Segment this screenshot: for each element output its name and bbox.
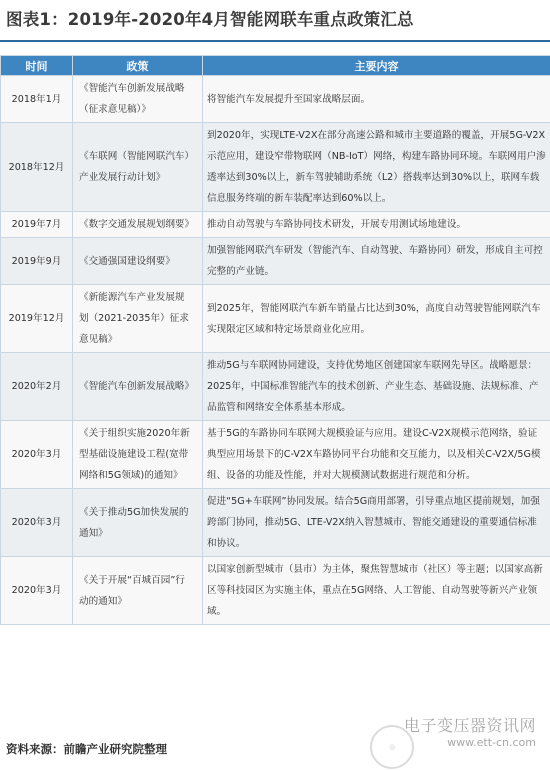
row-time: 2019年12月: [1, 285, 73, 353]
source-note: 资料来源：前瞻产业研究院整理: [6, 742, 167, 756]
row-content: 以国家创新型城市（县市）为主体，聚焦智慧城市（社区）等主题；以国家高新区等科技园区为实施主体，重点在5G网络、人工智能、自动驾驶等新兴产业领域。: [203, 557, 550, 625]
row-content: 到2025年，智能网联汽车新车销量占比达到30%，高度自动驾驶智能网联汽车实现限定区域和特定场景商业化应用。: [203, 285, 550, 353]
row-policy: 《交通强国建设纲要》: [73, 238, 203, 285]
table-row: [1, 123, 550, 212]
table-row: [1, 353, 550, 421]
watermark-logo-icon: ◎: [370, 725, 414, 769]
row-time: 2019年7月: [1, 212, 73, 238]
row-time: 2018年1月: [1, 76, 73, 123]
row-time: 2020年3月: [1, 489, 73, 557]
table-row: [1, 212, 550, 238]
watermark-site-name: 电子变压器资讯网: [403, 716, 536, 735]
title-divider: [0, 40, 550, 42]
watermark-url: www.ett-cn.com: [447, 736, 536, 749]
row-content: 加强智能网联汽车研发（智能汽车、自动驾驶、车路协同）研发，形成自主可控完整的产业链。: [203, 238, 550, 285]
page-title: 图表1：2019年-2020年4月智能网联车重点政策汇总: [6, 10, 414, 29]
table-row: [1, 489, 550, 557]
row-content: 推动5G与车联网协同建设，支持优势地区创建国家车联网先导区。战略愿景：2025年，中国标准智能汽车的技术创新、产业生态、基础设施、法规标准、产品监管和网络安全体系基本形成。: [203, 353, 550, 421]
row-content: 到2020年，实现LTE-V2X在部分高速公路和城市主要道路的覆盖，开展5G-V2X示范应用，建设窄带物联网（NB-IoT）网络，构建车路协同环境。车联网用户渗透率达到30%以上，新车驾驶辅助系统（L2）搭载率达到30%以上，联网车载信息服务终端的新车装配率达到60%以上。: [203, 123, 550, 212]
row-policy: 《关于组织实施2020年新型基础设施建设工程(宽带网络和5G领域)的通知》: [73, 421, 203, 489]
column-header-time: 时间: [1, 56, 73, 76]
row-policy: 《新能源汽车产业发展规划（2021-2035年）征求意见稿》: [73, 285, 203, 353]
row-content: 促进“5G+车联网”协同发展。结合5G商用部署，引导重点地区提前规划，加强跨部门协同，推动5G、LTE-V2X纳入智慧城市、智能交通建设的重要通信标准和协议。: [203, 489, 550, 557]
row-policy: 《关于推动5G加快发展的通知》: [73, 489, 203, 557]
table-row: [1, 76, 550, 123]
row-policy: 《车联网（智能网联汽车）产业发展行动计划》: [73, 123, 203, 212]
table-row: [1, 421, 550, 489]
row-policy: 《数字交通发展规划纲要》: [73, 212, 203, 238]
policy-table: [0, 55, 550, 625]
row-time: 2018年12月: [1, 123, 73, 212]
table-row: [1, 557, 550, 625]
site-watermark: [404, 713, 536, 749]
table-header-row: [1, 56, 550, 76]
row-time: 2020年2月: [1, 353, 73, 421]
row-time: 2020年3月: [1, 421, 73, 489]
row-policy: 《关于开展“百城百园”行动的通知》: [73, 557, 203, 625]
row-content: 基于5G的车路协同车联网大规模验证与应用。建设C-V2X规模示范网络，验证典型应用场景下的C-V2X车路协同平台功能和交互能力，以及相关C-V2X/5G模组、设备的功能及性能，并对大规模测试数据进行规范和分析。: [203, 421, 550, 489]
column-header-policy: 政策: [73, 56, 203, 76]
table-row: [1, 285, 550, 353]
row-content: 推动自动驾驶与车路协同技术研发，开展专用测试场地建设。: [203, 212, 550, 238]
row-time: 2020年3月: [1, 557, 73, 625]
row-policy: 《智能汽车创新发展战略（征求意见稿）》: [73, 76, 203, 123]
column-header-content: 主要内容: [203, 56, 550, 76]
row-policy: 《智能汽车创新发展战略》: [73, 353, 203, 421]
row-time: 2019年9月: [1, 238, 73, 285]
table-row: [1, 238, 550, 285]
row-content: 将智能汽车发展提升至国家战略层面。: [203, 76, 550, 123]
